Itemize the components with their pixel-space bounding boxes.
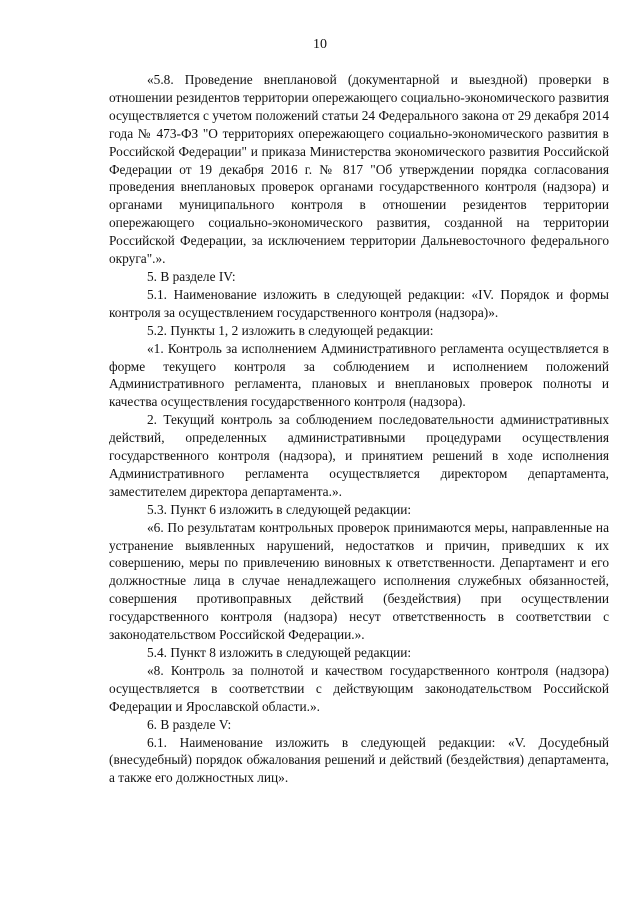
paragraph-5-3: 5.3. Пункт 6 изложить в следующей редакции: <box>147 501 412 517</box>
page-number: 10 <box>313 37 327 52</box>
paragraph-item-6: «6. По результатам контрольных проверок принимаются меры, направленные на устранение выявленных нарушений, недостатков и причин, приведших к их совершению, меры по привлечению виновных к ответственности. Департамент и его должностные лица в случае ненадлежащего исполнения служебных обязанностей, совершения противоправных действий (бездействия) при осуществлении государственного контроля (надзора) несут ответственность в соответствии с законодательством Российской Федерации.». <box>109 519 609 643</box>
paragraph-5-8-text: «5.8. Проведение внеплановой (документарной и выездной) проверки в отношении резидентов территории опережающего социально-экономического развития осуществляется с учетом положений статьи 24 Федерального закона от 29 декабря 2014 года № 473-ФЗ "О территориях опережающего социально-экономического развития в Российской Федерации" и приказа Министерства экономического развития Российской Федерации от 19 декабря 2016 г. № 817 "Об утверждении порядка согласования проведения внеплановых проверок органами государственного контроля (надзора) и органами муниципального контроля в отношении резидентов территории опережающего социально-экономического развития, созданной на территории Российской Федерации, за исключением территории Дальневосточного федерального округа".». <box>109 72 609 267</box>
paragraph-section-v: 6. В разделе V: <box>147 716 232 732</box>
paragraph-5-4: 5.4. Пункт 8 изложить в следующей редакции: <box>147 645 412 660</box>
paragraph-item-1: «1. Контроль за исполнением Административного регламента осуществляется в форме текущего контроля за соблюдением и исполнением положений Административного регламента, плановых и внеплановых проверок полноты и качества осуществления государственного контроля (надзора). <box>109 340 609 410</box>
paragraph-item-8: «8. Контроль за полнотой и качеством государственного контроля (надзора) осуществляется в соответствии с действующим законодательством Российской Федерации и Ярославской области.». <box>109 662 609 714</box>
paragraph-5-2: 5.2. Пункты 1, 2 изложить в следующей редакции: <box>147 322 434 338</box>
document-body <box>109 71 609 787</box>
paragraph-5-1: 5.1. Наименование изложить в следующей редакции: «IV. Порядок и формы контроля за осуществлением государственного контроля (надзора)». <box>109 286 609 320</box>
paragraph-section-iv: 5. В разделе IV: <box>147 268 236 284</box>
paragraph-item-2: 2. Текущий контроль за соблюдением последовательности административных действий, определенных административными процедурами осуществления государственного контроля (надзора), и принятием решений в ходе исполнения Административного регламента осуществляется директором департамента, заместителем директора департамента.». <box>109 412 609 499</box>
paragraph-6-1: 6.1. Наименование изложить в следующей редакции: «V. Досудебный (внесудебный) порядок обжалования решений и действий (бездействия) департамента, а также его должностных лиц». <box>109 734 609 786</box>
